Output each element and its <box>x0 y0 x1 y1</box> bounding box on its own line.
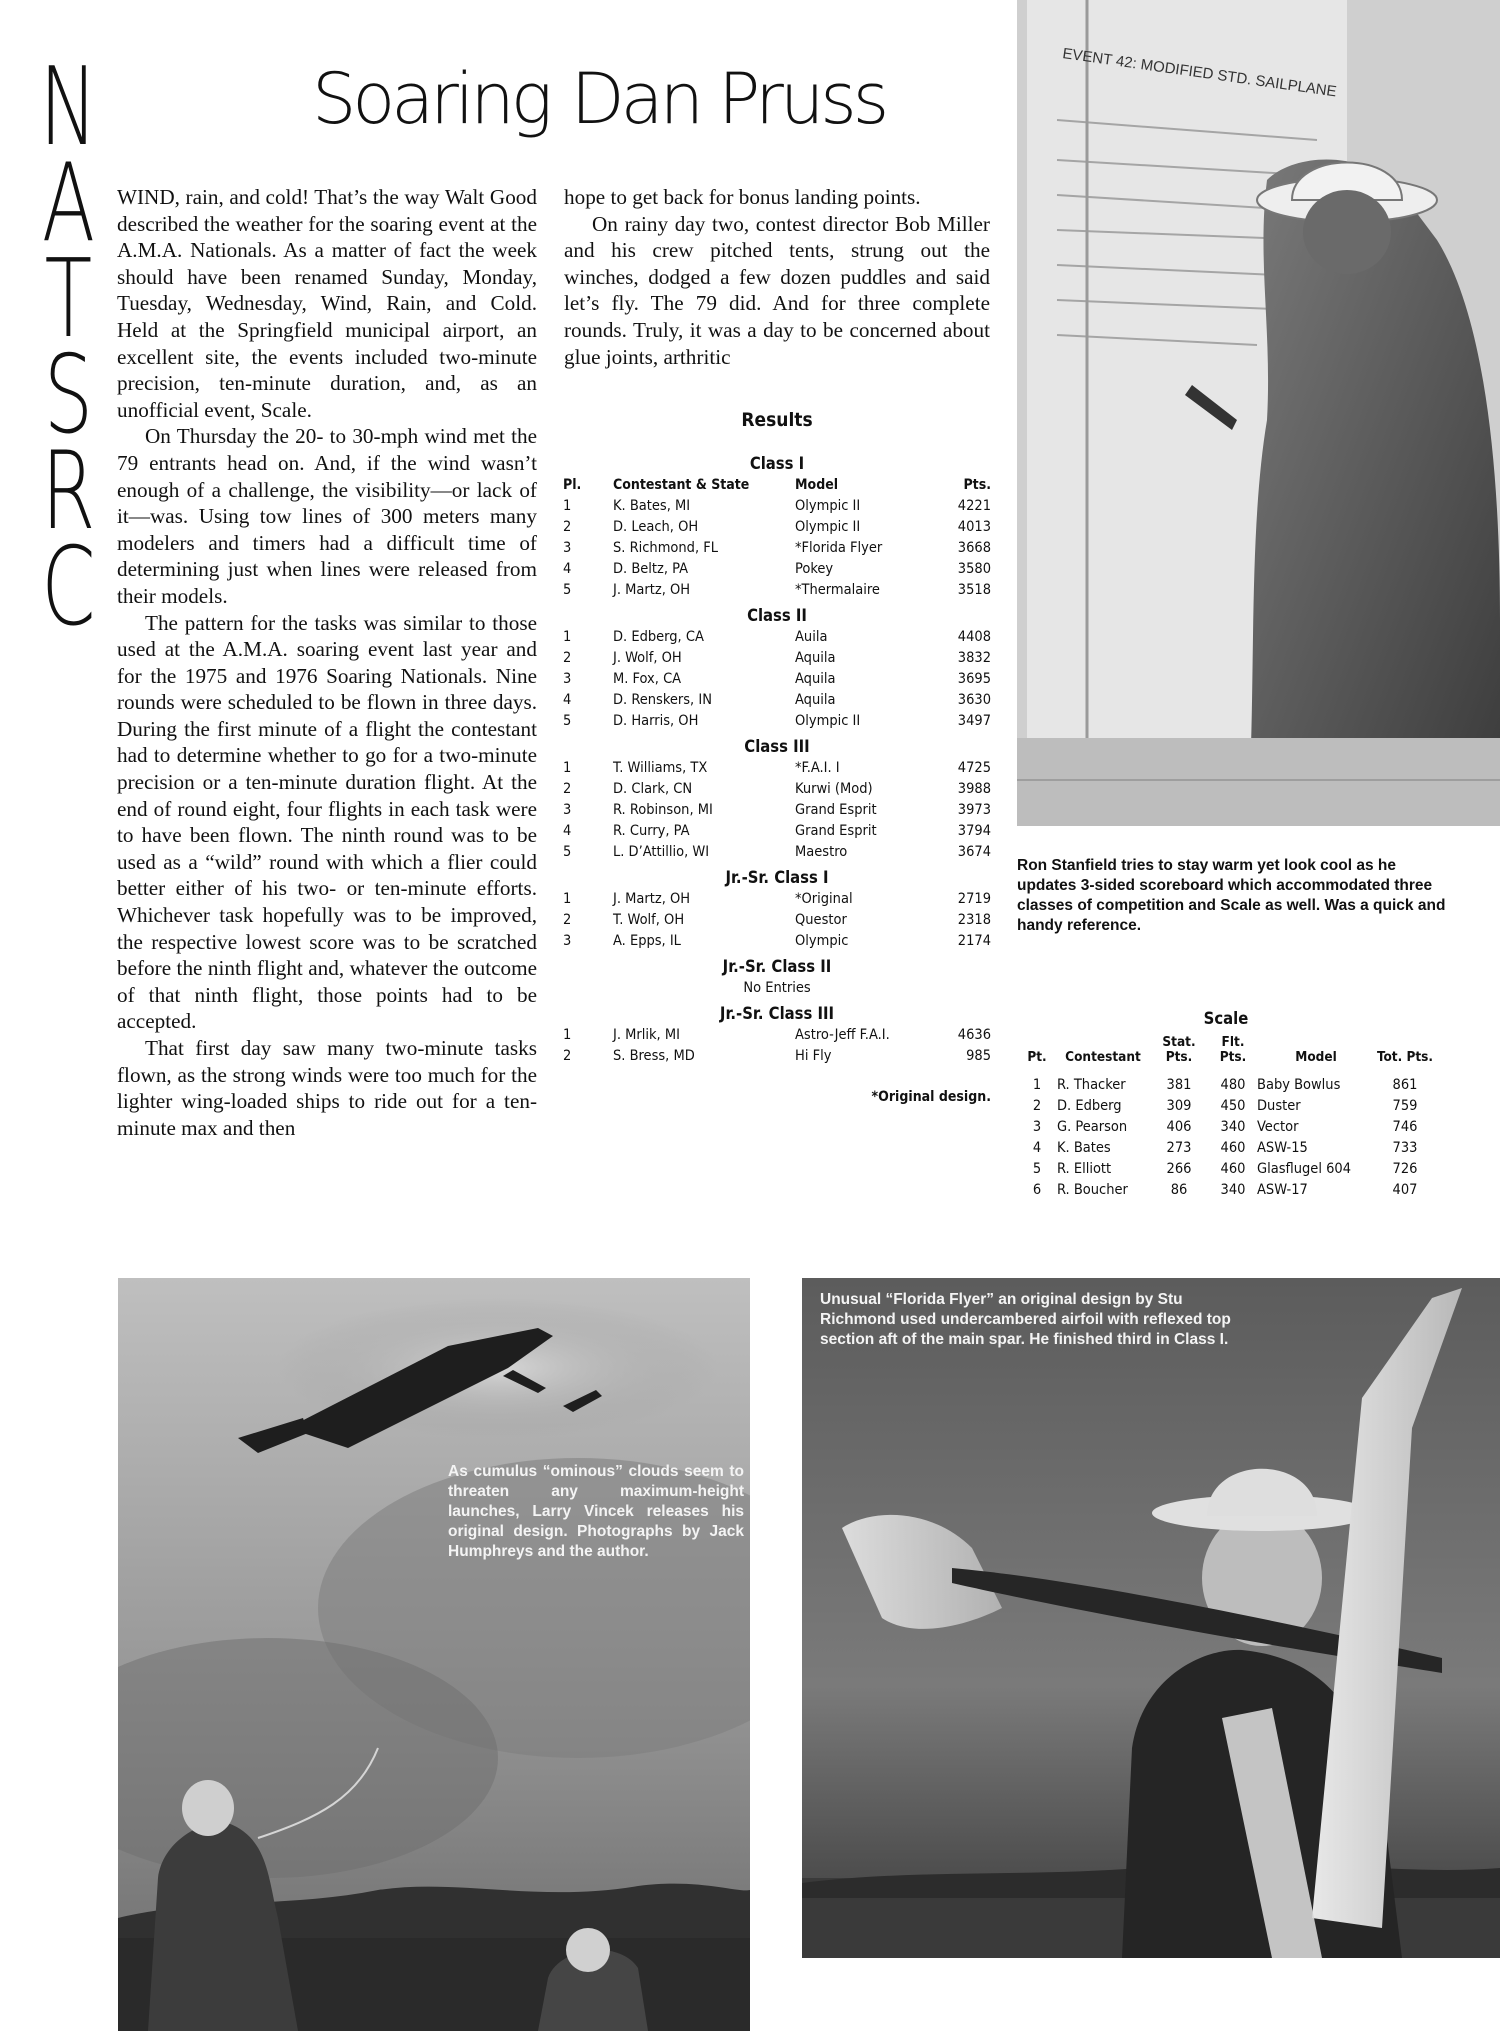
cell-points: 4013 <box>957 519 991 535</box>
table-row <box>563 538 991 559</box>
cell-model: Glasflugel 604 <box>1257 1161 1351 1177</box>
cell-place: 1 <box>563 1027 572 1043</box>
class-rows <box>563 496 991 601</box>
cell-model: Auila <box>795 629 828 645</box>
paragraph: WIND, rain, and cold! That’s the way Walt Good described the weather for the soaring event at the A.M.A. Nationals. As a matter of fact the week should have been renamed Sunday, Monday, Tuesday, Wednesday, Wind, Rain, and Cold. Held at the Springfield municipal airport, an excellent site, the events included two-minute precision, ten-minute duration, and, as an unofficial event, Scale. <box>117 185 537 422</box>
cell-model: ASW-15 <box>1257 1140 1308 1156</box>
cell-contestant: R. Curry, PA <box>613 823 690 839</box>
launch-photo-image <box>118 1278 750 2031</box>
cell-place: 4 <box>563 692 572 708</box>
cell-place: 2 <box>1032 1098 1042 1114</box>
cell-model: Aquila <box>795 692 836 708</box>
table-row <box>1017 1159 1435 1180</box>
header-contestant: Contestant <box>1065 1049 1141 1065</box>
cell-model: Baby Bowlus <box>1257 1077 1341 1093</box>
florida-flyer-caption: Unusual “Florida Flyer” an original design by Stu Richmond used undercambered airfoil with reflexed top section aft of the main spar. He finished third in Class I. <box>820 1291 1231 1348</box>
cell-flight-points: 460 <box>1220 1140 1246 1156</box>
cell-place: 5 <box>563 582 572 598</box>
cell-total-points: 759 <box>1392 1098 1418 1114</box>
cell-static-points: 309 <box>1166 1098 1192 1114</box>
cell-contestant: M. Fox, CA <box>613 671 682 687</box>
table-row <box>1017 1180 1435 1201</box>
cell-model: Grand Esprit <box>795 802 877 818</box>
cell-contestant: J. Martz, OH <box>613 582 691 598</box>
class-title: Class III <box>744 737 810 756</box>
cell-model: Olympic II <box>795 498 861 514</box>
table-row <box>563 627 991 648</box>
cell-total-points: 746 <box>1392 1119 1418 1135</box>
cell-contestant: T. Wolf, OH <box>613 912 685 928</box>
side-letter: A <box>41 141 93 266</box>
cell-flight-points: 480 <box>1220 1077 1246 1093</box>
body-column-2 <box>564 184 990 370</box>
cell-place: 1 <box>563 760 572 776</box>
side-letter: N <box>39 45 95 170</box>
class-rows <box>563 758 991 863</box>
scoreboard-caption: Ron Stanfield tries to stay warm yet look cool as he updates 3-sided scoreboard which accommodated three classes of competition and Scale as well. Was a quick and handy reference. <box>1017 857 1446 934</box>
cell-contestant: D. Leach, OH <box>613 519 699 535</box>
cell-model: Olympic II <box>795 519 861 535</box>
table-row <box>563 1046 991 1067</box>
table-row <box>1017 1075 1435 1096</box>
cell-place: 1 <box>563 891 572 907</box>
cell-place: 4 <box>563 561 572 577</box>
table-row <box>563 931 991 952</box>
cell-total-points: 726 <box>1392 1161 1418 1177</box>
cell-place: 3 <box>563 540 572 556</box>
cell-contestant: S. Bress, MD <box>613 1048 695 1064</box>
no-entries-note: No Entries <box>743 980 811 996</box>
cell-flight-points: 340 <box>1220 1182 1246 1198</box>
cell-model: Duster <box>1257 1098 1301 1114</box>
cell-contestant: A. Epps, IL <box>613 933 681 949</box>
cell-place: 2 <box>563 912 572 928</box>
cell-flight-points: 450 <box>1220 1098 1246 1114</box>
cell-points: 2174 <box>957 933 991 949</box>
headline <box>312 58 885 140</box>
results-header <box>563 475 991 496</box>
cell-place: 4 <box>1032 1140 1042 1156</box>
table-row <box>563 821 991 842</box>
cell-points: 3674 <box>957 844 991 860</box>
side-letter: C <box>41 525 93 650</box>
cell-contestant: D. Edberg <box>1057 1098 1122 1114</box>
cell-contestant: R. Thacker <box>1057 1077 1126 1093</box>
cell-contestant: D. Edberg, CA <box>613 629 704 645</box>
cell-points: 4408 <box>957 629 991 645</box>
header-points: Pts. <box>963 477 991 493</box>
cell-points: 3497 <box>957 713 991 729</box>
table-row <box>563 690 991 711</box>
table-row <box>563 910 991 931</box>
table-row <box>563 648 991 669</box>
cell-points: 985 <box>966 1048 991 1064</box>
cell-contestant: R. Robinson, MI <box>613 802 713 818</box>
cell-contestant: J. Mrlik, MI <box>613 1027 680 1043</box>
cell-contestant: J. Wolf, OH <box>613 650 682 666</box>
cell-points: 4725 <box>957 760 991 776</box>
florida-flyer-photo-image <box>802 1278 1500 1958</box>
cell-points: 3580 <box>957 561 991 577</box>
cell-total-points: 407 <box>1392 1182 1418 1198</box>
cell-place: 5 <box>563 713 572 729</box>
cell-points: 3695 <box>957 671 991 687</box>
table-row <box>563 580 991 601</box>
cell-static-points: 381 <box>1166 1077 1192 1093</box>
article-author: Dan Pruss <box>570 58 886 140</box>
cell-model: Aquila <box>795 671 836 687</box>
header-total-points: Tot. Pts. <box>1376 1049 1434 1065</box>
cell-place: 5 <box>1032 1161 1042 1177</box>
class-title: Jr.-Sr. Class III <box>719 1004 835 1023</box>
class-title: Class II <box>747 606 807 625</box>
cell-place: 1 <box>563 629 572 645</box>
table-row <box>563 711 991 732</box>
cell-model: *Florida Flyer <box>795 540 883 556</box>
class-title: Jr.-Sr. Class II <box>722 957 832 976</box>
cell-contestant: K. Bates <box>1057 1140 1111 1156</box>
cell-contestant: D. Clark, CN <box>613 781 693 797</box>
cell-points: 3973 <box>957 802 991 818</box>
header-model: Model <box>795 477 839 493</box>
header-place: Pt. <box>1027 1049 1047 1065</box>
side-letter: S <box>43 333 91 458</box>
cell-contestant: D. Renskers, IN <box>613 692 712 708</box>
cell-points: 3518 <box>957 582 991 598</box>
header-contestant: Contestant & State <box>613 477 750 493</box>
cell-place: 1 <box>1032 1077 1042 1093</box>
cell-points: 2318 <box>957 912 991 928</box>
table-row <box>563 779 991 800</box>
cell-model: Olympic II <box>795 713 861 729</box>
cell-model: ASW-17 <box>1257 1182 1308 1198</box>
cell-contestant: D. Beltz, PA <box>613 561 689 577</box>
cell-place: 3 <box>563 802 572 818</box>
cell-model: Aquila <box>795 650 836 666</box>
cell-points: 4221 <box>957 498 991 514</box>
cell-points: 3630 <box>957 692 991 708</box>
header-flight-points: Flt. Pts. <box>1219 1034 1247 1065</box>
cell-model: Astro-Jeff F.A.I. <box>795 1027 890 1043</box>
table-row <box>563 1025 991 1046</box>
cell-points: 2719 <box>957 891 991 907</box>
header-model: Model <box>1295 1049 1337 1065</box>
cell-place: 1 <box>563 498 572 514</box>
cell-points: 3794 <box>957 823 991 839</box>
results-table <box>563 410 991 1108</box>
table-row <box>563 559 991 580</box>
cell-contestant: L. D’Attillio, WI <box>613 844 710 860</box>
class-title: Jr.-Sr. Class I <box>725 868 829 887</box>
table-row <box>563 889 991 910</box>
cell-place: 3 <box>563 671 572 687</box>
table-row <box>1017 1117 1435 1138</box>
cell-total-points: 733 <box>1392 1140 1418 1156</box>
results-title: Results <box>741 409 813 431</box>
table-row <box>563 800 991 821</box>
cell-static-points: 273 <box>1166 1140 1192 1156</box>
cell-place: 2 <box>563 519 572 535</box>
cell-points: 4636 <box>957 1027 991 1043</box>
class-rows <box>563 627 991 732</box>
cell-contestant: T. Williams, TX <box>613 760 708 776</box>
cell-contestant: D. Harris, OH <box>613 713 699 729</box>
side-letter: R <box>41 429 93 554</box>
header-place: Pl. <box>563 477 582 493</box>
cell-place: 5 <box>563 844 572 860</box>
cell-model: Hi Fly <box>795 1048 832 1064</box>
cell-model: *F.A.I. I <box>795 760 840 776</box>
cell-place: 3 <box>563 933 572 949</box>
cell-contestant: J. Martz, OH <box>613 891 691 907</box>
side-letter: T <box>44 237 90 362</box>
cell-points: 3988 <box>957 781 991 797</box>
table-row <box>1017 1096 1435 1117</box>
table-row <box>563 517 991 538</box>
paragraph: On Thursday the 20- to 30-mph wind met the 79 entrants head on. And, if the wind wasn’t enough of a challenge, the visibility—or lack of it—was. Using tow lines of 300 meters many modelers and timers had a difficult time of determining just when lines were released from their models. <box>117 424 537 608</box>
results-footnote: *Original design. <box>871 1089 991 1105</box>
cell-points: 3832 <box>957 650 991 666</box>
cell-place: 4 <box>563 823 572 839</box>
florida-flyer-photo <box>802 1278 1500 1958</box>
cell-flight-points: 460 <box>1220 1161 1246 1177</box>
paragraph: The pattern for the tasks was similar to those used at the A.M.A. soaring event last year and for the 1975 and 1976 Soaring Nationals. Nine rounds were scheduled to be flown in three days. During the first minute of a flight the contestant had to determine whether to go for a two-minute precision or a ten-minute duration flight. At the end of round eight, four flights in each task were to have been flown. The ninth round was to be used as a “wild” round with which a flier could better either of his two- or ten-minute efforts. Whichever task hopefully was to be improved, the respective lowest score was to be scratched before the ninth flight and, whatever the outcome of that ninth flight, those points had to be accepted. <box>117 610 537 1034</box>
article-title: Soaring <box>312 58 549 140</box>
paragraph: That first day saw many two-minute tasks flown, as the strong winds were too much for the lighter wing-loaded ships to ride out for a ten-minute max and then <box>117 1036 537 1140</box>
cell-static-points: 406 <box>1166 1119 1192 1135</box>
board-heading-text: EVENT 42: MODIFIED STD. SAILPLANE <box>1061 45 1338 101</box>
cell-contestant: G. Pearson <box>1057 1119 1128 1135</box>
cell-static-points: 86 <box>1170 1182 1188 1198</box>
cell-total-points: 861 <box>1392 1077 1418 1093</box>
paragraph: On rainy day two, contest director Bob Miller and his crew pitched tents, strung out the winches, dodged a few dozen puddles and said let’s fly. The 79 did. And for three complete rounds. Truly, it was a day to be concerned about glue joints, arthritic <box>564 211 990 369</box>
cell-contestant: R. Boucher <box>1057 1182 1128 1198</box>
cell-model: Vector <box>1257 1119 1299 1135</box>
cell-static-points: 266 <box>1166 1161 1192 1177</box>
scale-title: Scale <box>1203 1009 1249 1028</box>
cell-model: Pokey <box>795 561 834 577</box>
cell-contestant: K. Bates, MI <box>613 498 691 514</box>
cell-place: 2 <box>563 650 572 666</box>
launch-caption: As cumulus “ominous” clouds seem to threaten any maximum-height launches, Larry Vincek releases his original design. Photographs by Jack Humphreys and the author. <box>448 1463 744 1560</box>
table-row <box>563 669 991 690</box>
cell-model: *Thermalaire <box>795 582 880 598</box>
table-row <box>563 496 991 517</box>
table-row <box>563 758 991 779</box>
cell-place: 2 <box>563 1048 572 1064</box>
body-column-1 <box>117 184 537 1141</box>
side-title <box>28 45 106 650</box>
class-rows <box>563 1025 991 1067</box>
scale-table <box>1017 1008 1435 1201</box>
launch-photo <box>118 1278 750 2031</box>
cell-place: 2 <box>563 781 572 797</box>
cell-model: Kurwi (Mod) <box>795 781 873 797</box>
header-static-points: Stat. Pts. <box>1162 1034 1196 1065</box>
cell-contestant: S. Richmond, FL <box>613 540 718 556</box>
table-row <box>1017 1138 1435 1159</box>
cell-model: Questor <box>795 912 847 928</box>
cell-model: *Original <box>795 891 853 907</box>
cell-points: 3668 <box>957 540 991 556</box>
class-rows <box>563 889 991 952</box>
scoreboard-photo <box>1017 0 1500 826</box>
cell-contestant: R. Elliott <box>1057 1161 1112 1177</box>
paragraph: hope to get back for bonus landing points. <box>564 185 921 209</box>
class-title: Class I <box>749 454 805 473</box>
cell-place: 6 <box>1032 1182 1042 1198</box>
table-row <box>563 842 991 863</box>
cell-model: Maestro <box>795 844 848 860</box>
cell-place: 3 <box>1032 1119 1042 1135</box>
cell-model: Olympic <box>795 933 849 949</box>
cell-model: Grand Esprit <box>795 823 877 839</box>
scale-header <box>1017 1035 1435 1065</box>
scoreboard-photo-image <box>1017 0 1500 826</box>
cell-flight-points: 340 <box>1220 1119 1246 1135</box>
scale-rows <box>1017 1075 1435 1201</box>
